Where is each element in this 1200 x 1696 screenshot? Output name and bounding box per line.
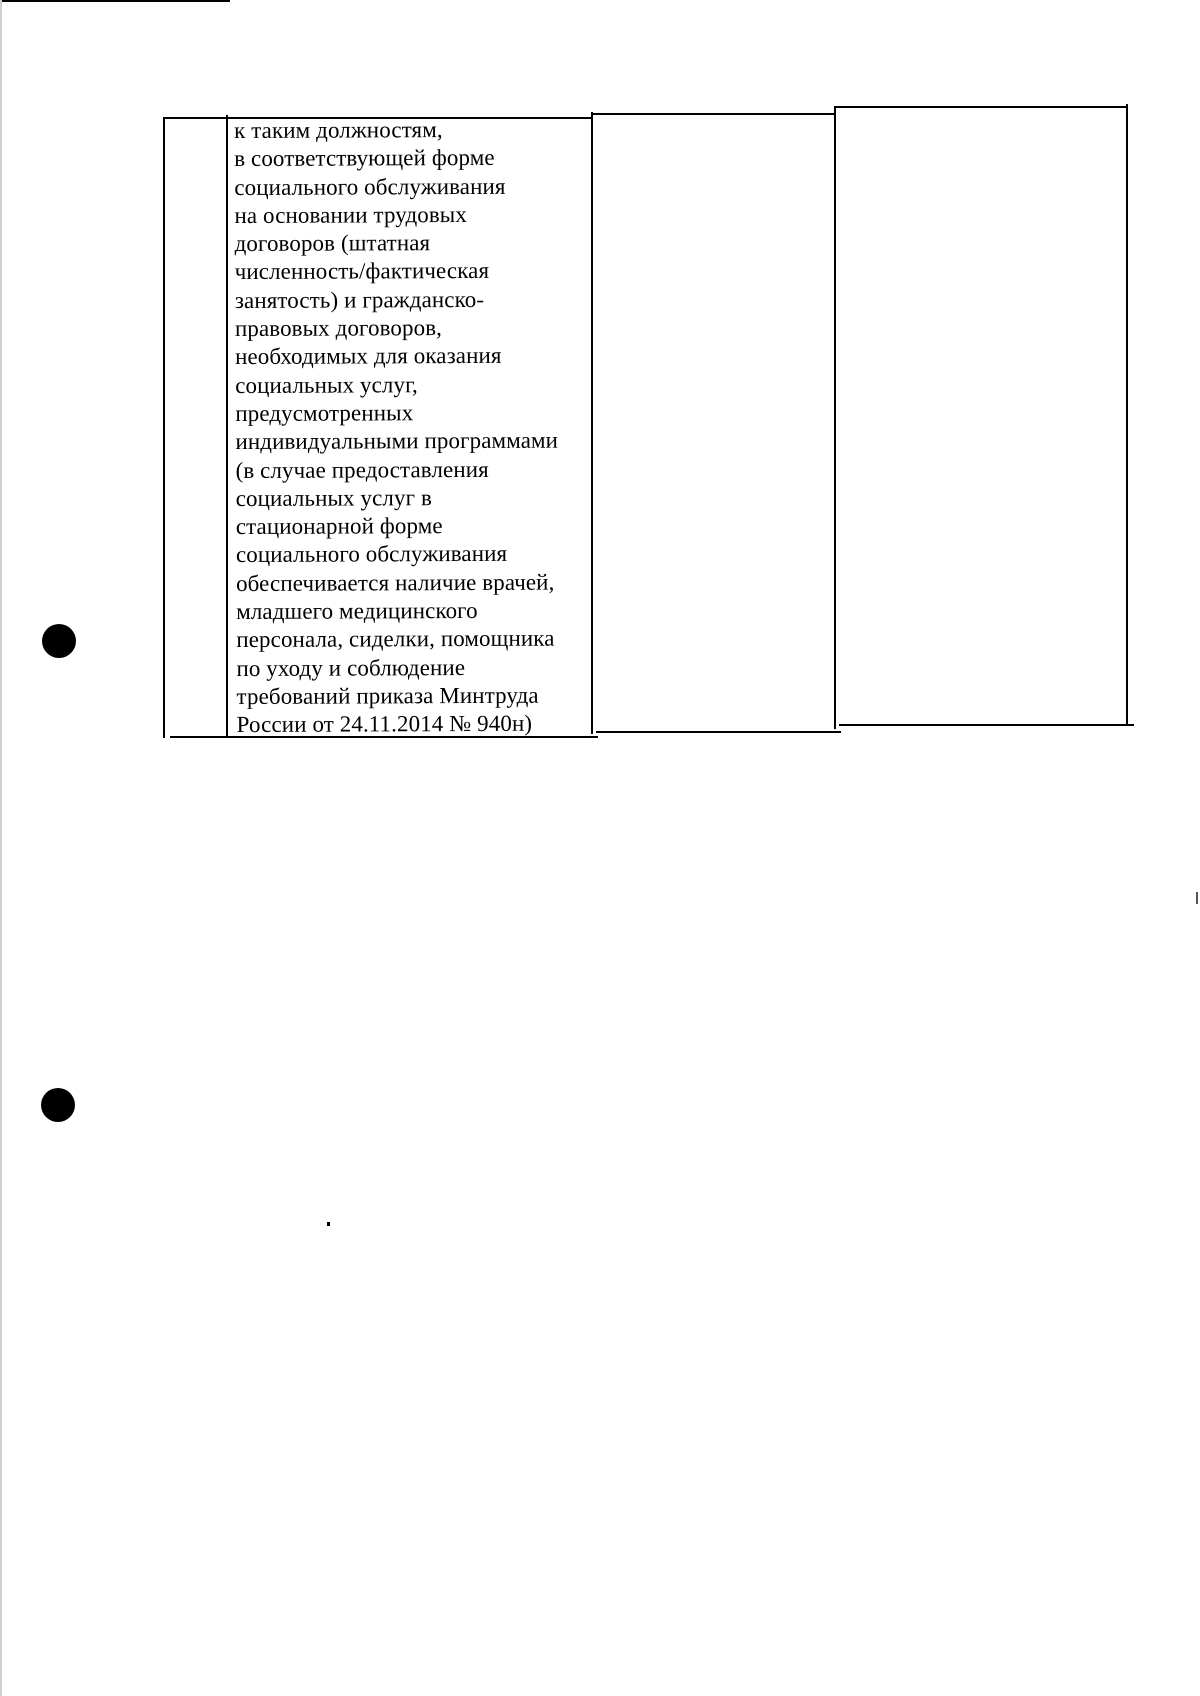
- scan-right-edge-mark: [1196, 892, 1198, 904]
- description-line: стационарной форме: [235, 513, 443, 540]
- table-col-line-5: [1126, 104, 1128, 726]
- description-line: социальных услуг,: [235, 371, 418, 398]
- description-line: социального обслуживания: [234, 173, 506, 200]
- table-bottom-border-b: [596, 731, 841, 733]
- description-line: младшего медицинского: [236, 597, 478, 625]
- description-line: необходимых для оказания: [234, 343, 502, 370]
- description-line: по уходу и соблюдение: [236, 654, 466, 681]
- table-cell-3: [595, 116, 832, 730]
- description-line: предусмотренных: [235, 400, 414, 426]
- description-line: социального обслуживания: [235, 541, 508, 568]
- table-fragment: [0, 0, 1200, 760]
- table-bottom-border-c: [839, 724, 1134, 726]
- description-line: численность/фактическая: [234, 258, 490, 285]
- description-line: занятость) и гражданско-: [234, 286, 485, 313]
- description-line: индивидуальными программами: [235, 427, 559, 455]
- scan-speck: [327, 1222, 330, 1226]
- table-cell-description: [234, 115, 597, 739]
- description-line: России от 24.11.2014 № 940н): [236, 710, 533, 738]
- description-line: на основании трудовых: [234, 201, 467, 228]
- description-line: (в случае предоставления: [235, 456, 489, 483]
- description-line: в соответствующей форме: [234, 145, 495, 172]
- table-col-line-1: [163, 117, 165, 738]
- table-cell-number: [166, 120, 224, 734]
- punch-hole: [42, 624, 76, 658]
- table-top-border-b: [591, 113, 836, 115]
- punch-hole: [41, 1088, 75, 1122]
- description-line: персонала, сиделки, помощника: [236, 625, 555, 653]
- description-line: договоров (штатная: [234, 230, 431, 257]
- table-col-line-2: [226, 115, 228, 738]
- description-line: социальных услуг в: [235, 484, 432, 511]
- description-line: требований приказа Минтруда: [236, 682, 539, 709]
- description-line: правовых договоров,: [234, 315, 443, 342]
- description-line: к таким должностям,: [234, 117, 443, 143]
- table-col-line-4: [834, 106, 836, 729]
- table-cell-4: [838, 110, 1124, 724]
- table-top-border-c: [834, 106, 1128, 108]
- description-line: обеспечивается наличие врачей,: [235, 569, 555, 596]
